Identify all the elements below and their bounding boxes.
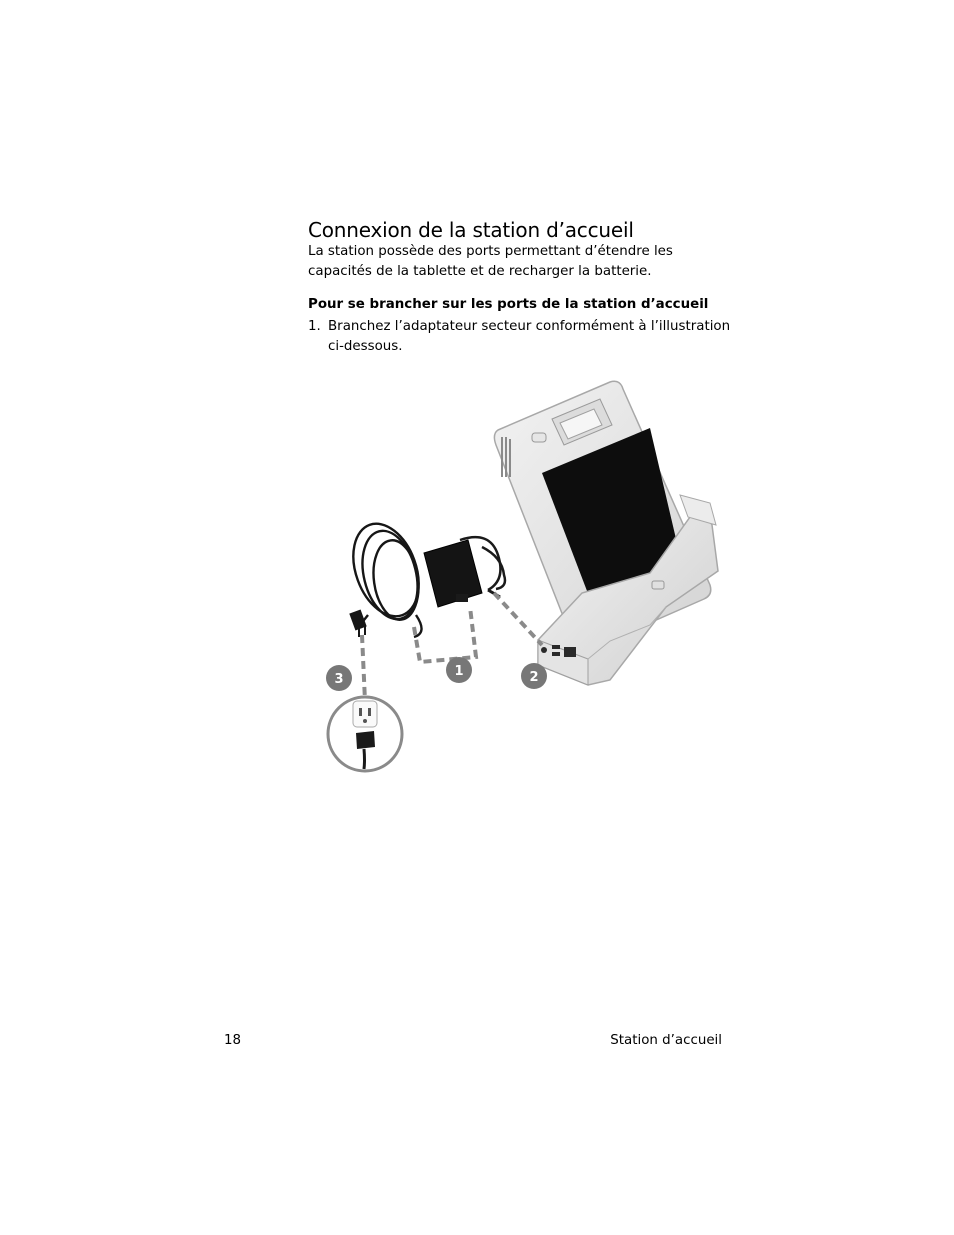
step-text: Branchez l’adaptateur secteur conformément à l’illustration ci-dessous.	[328, 319, 731, 354]
power-adapter-image	[424, 537, 505, 607]
chapter-title: Station d’accueil	[610, 1033, 722, 1048]
wall-outlet-image	[328, 697, 402, 771]
callout-2	[521, 663, 547, 689]
callout-3-label: 3	[334, 672, 344, 687]
section-title: Connexion de la station d’accueil	[308, 218, 634, 242]
connection-lines	[362, 593, 542, 701]
callout-3	[326, 665, 352, 691]
intro-paragraph: La station possède des ports permettant d’étendre les capacités de la tablette et de recharger la batterie.	[308, 244, 673, 279]
cord-plug-image	[349, 609, 366, 637]
page-number: 18	[224, 1033, 242, 1048]
procedure-title: Pour se brancher sur les ports de la station d’accueil	[308, 297, 709, 312]
callout-1-label: 1	[454, 664, 464, 679]
callout-2-label: 2	[529, 670, 539, 685]
step-number: 1.	[308, 319, 321, 334]
step-item	[308, 317, 738, 356]
callout-1	[446, 657, 472, 683]
dock-connection-illustration	[320, 375, 730, 775]
